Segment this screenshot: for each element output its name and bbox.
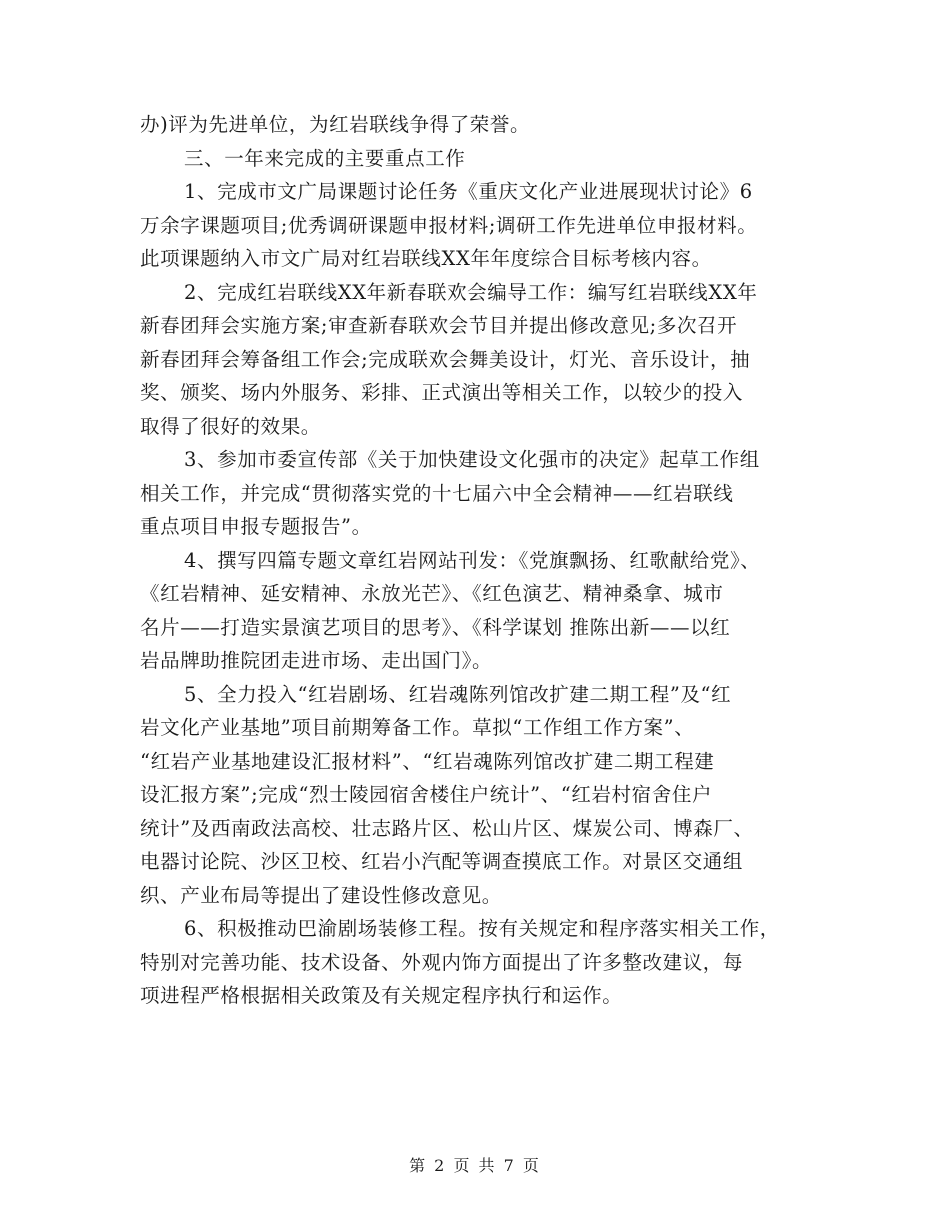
text-line: 6、积极推动巴渝剧场装修工程。按有关规定和程序落实相关工作， [184, 917, 780, 940]
text-line: 新春团拜会筹备组工作会;完成联欢会舞美设计，灯光、音乐设计，抽 [140, 347, 751, 371]
body-text [140, 108, 812, 1013]
text-line: 织、产业布局等提出了建设性修改意见。 [140, 883, 502, 907]
text-line: 此项课题纳入市文广局对红岩联线XX年年度综合目标考核内容。 [140, 247, 712, 270]
text-line: 万余字课题项目;优秀调研课题申报材料;调研工作先进单位申报材料。 [140, 213, 758, 237]
text-line: 统计”及西南政法高校、壮志路片区、松山片区、煤炭公司、博森厂、 [140, 816, 754, 840]
text-line: 1、完成市文广局课题讨论任务《重庆文化产业进展现状讨论》6 [184, 180, 753, 203]
text-line: “红岩产业基地建设汇报材料”、“红岩魂陈列馆改扩建二期工程建 [140, 749, 715, 773]
text-line: 重点项目申报专题报告”。 [140, 515, 372, 538]
text-line: 新春团拜会实施方案;审查新春联欢会节目并提出修改意见;多次召开 [140, 314, 738, 337]
text-line: 奖、颁奖、场内外服务、彩排、正式演出等相关工作，以较少的投入 [140, 381, 744, 404]
text-line: 《红岩精神、延安精神、永放光芒》、《红色演艺、精神桑拿、城市 [140, 582, 724, 605]
text-line: 名片——打造实景演艺项目的思考》、《科学谋划 推陈出新——以红 [140, 615, 731, 639]
text-line: 特别对完善功能、技术设备、外观内饰方面提出了许多整改建议，每 [140, 950, 744, 974]
text-line: 4、撰写四篇专题文章红岩网站刊发：《党旗飘扬、红歌献给党》、 [184, 548, 761, 572]
text-line: 项进程严格根据相关政策及有关规定程序执行和运作。 [140, 984, 623, 1007]
text-line: 5、全力投入“红岩剧场、红岩魂陈列馆改扩建二期工程”及“红 [184, 682, 732, 706]
text-line: 电器讨论院、沙区卫校、红岩小汽配等调查摸底工作。对景区交通组 [140, 850, 744, 873]
text-line: 岩品牌助推院团走进市场、走出国门》。 [140, 649, 493, 672]
text-line: 设汇报方案”;完成“烈士陵园宿舍楼住户统计”、“红岩村宿舍住户 [140, 783, 713, 806]
text-line: 相关工作，并完成“贯彻落实党的十七届六中全会精神——红岩联线 [140, 481, 734, 505]
text-line: 三、一年来完成的主要重点工作 [184, 146, 466, 170]
text-line: 3、参加市委宣传部《关于加快建设文化强市的决定》起草工作组 [184, 448, 760, 471]
text-line: 取得了很好的效果。 [140, 414, 321, 438]
text-line: 岩文化产业基地”项目前期筹备工作。草拟“工作组工作方案”、 [140, 716, 695, 739]
text-line: 2、完成红岩联线XX年新春联欢会编导工作：编写红岩联线XX年 [184, 280, 758, 304]
text-line: 办)评为先进单位，为红岩联线争得了荣誉。 [140, 113, 531, 136]
page-footer: 第 2 页 共 7 页 [409, 1156, 541, 1175]
